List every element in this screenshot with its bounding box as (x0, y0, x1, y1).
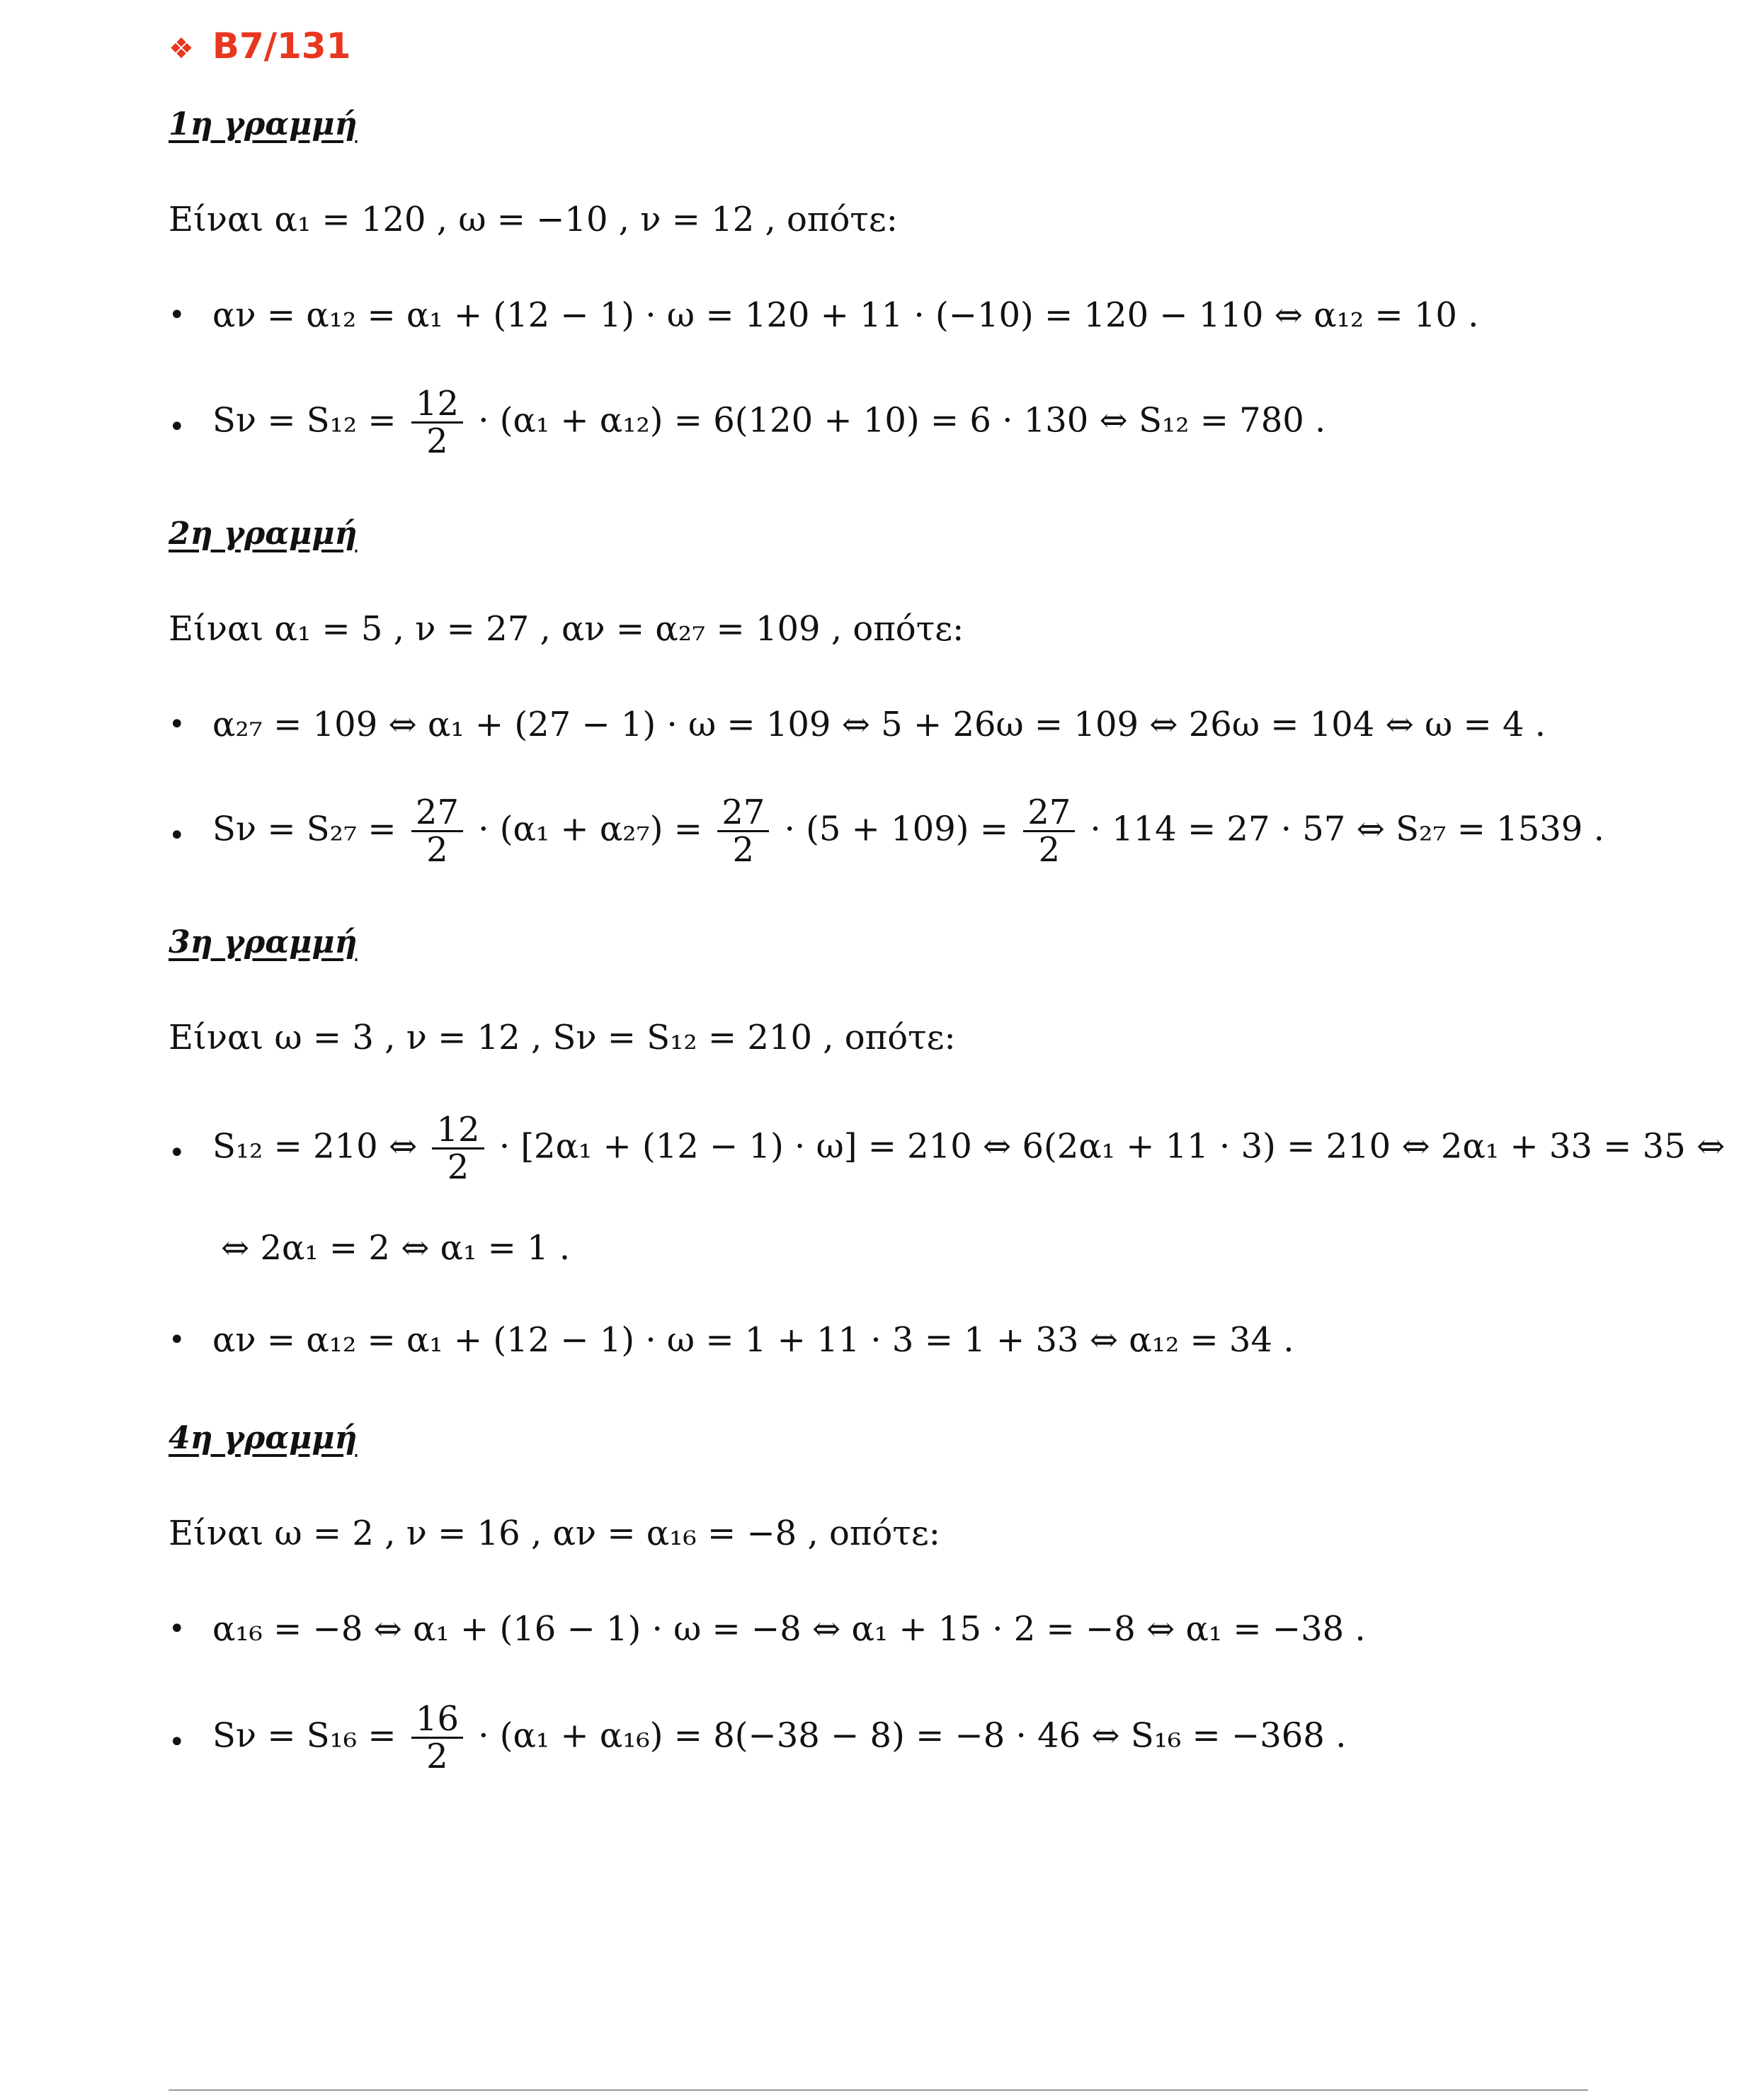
equation-rhs: · (α₁ + α₁₂) = 6(120 + 10) = 6 · 130 ⇔ S₁₂ = 780 . (478, 400, 1326, 441)
equation-row-4-b (212, 1701, 1346, 1775)
bullet-icon: • (169, 819, 186, 852)
bullet-icon: • (169, 1324, 186, 1356)
equation-row-3-a (212, 1112, 1725, 1186)
numerator: 12 (432, 1112, 484, 1150)
bullet-icon: • (169, 299, 186, 331)
heading-row-3: 3η γραμμή (169, 924, 358, 960)
intro-row-4: Είναι ω = 2 , ν = 16 , αν = α₁₆ = −8 , οπότε: (169, 1514, 940, 1553)
denominator: 2 (426, 830, 448, 870)
numerator: 16 (411, 1701, 463, 1739)
denominator: 2 (732, 830, 755, 870)
numerator: 27 (411, 795, 463, 832)
intro-row-2: Είναι α₁ = 5 , ν = 27 , αν = α₂₇ = 109 , οπότε: (169, 609, 964, 649)
denominator: 2 (1038, 830, 1061, 870)
footer-divider (169, 2089, 1588, 2091)
bullet-icon: • (169, 1613, 186, 1645)
fraction (411, 386, 463, 460)
equation-lhs: S₁₂ = 210 ⇔ (212, 1126, 418, 1167)
equation-row-4-a: α₁₆ = −8 ⇔ α₁ + (16 − 1) · ω = −8 ⇔ α₁ + 15 · 2 = −8 ⇔ α₁ = −38 . (212, 1609, 1366, 1649)
equation-lhs: Sν = S₁₂ = (212, 400, 397, 441)
equation-rhs: · (α₁ + α₁₆) = 8(−38 − 8) = −8 · 46 ⇔ S₁₆ = −368 . (478, 1715, 1347, 1756)
equation-rhs: · [2α₁ + (12 − 1) · ω] = 210 ⇔ 6(2α₁ + 11 · 3) = 210 ⇔ 2α₁ + 33 = 35 ⇔ (498, 1126, 1726, 1167)
fraction (717, 795, 769, 868)
heading-row-4: 4η γραμμή (169, 1420, 358, 1456)
heading-row-1: 1η γραμμή (169, 106, 358, 142)
fraction (411, 795, 463, 868)
denominator: 2 (426, 421, 448, 462)
equation-rhs: · 114 = 27 · 57 ⇔ S₂₇ = 1539 . (1090, 809, 1604, 849)
equation-row-3-b: αν = α₁₂ = α₁ + (12 − 1) · ω = 1 + 11 · 3 = 1 + 33 ⇔ α₁₂ = 34 . (212, 1320, 1294, 1360)
bullet-icon: • (169, 411, 186, 443)
equation-row-1-b (212, 386, 1325, 460)
equation-middle: · (α₁ + α₂₇) = (478, 809, 702, 849)
equation-row-1-a: αν = α₁₂ = α₁ + (12 − 1) · ω = 120 + 11 · (−10) = 120 − 110 ⇔ α₁₂ = 10 . (212, 295, 1479, 335)
equation-row-2-a: α₂₇ = 109 ⇔ α₁ + (27 − 1) · ω = 109 ⇔ 5 + 26ω = 109 ⇔ 26ω = 104 ⇔ ω = 4 . (212, 705, 1546, 744)
fraction (411, 1701, 463, 1775)
bullet-icon: • (169, 1726, 186, 1759)
bullet-icon: • (169, 708, 186, 741)
equation-row-2-b (212, 795, 1604, 868)
exercise-number: B7/131 (212, 25, 351, 67)
heading-row-2: 2η γραμμή (169, 516, 358, 552)
equation-lhs: Sν = S₁₆ = (212, 1715, 397, 1756)
numerator: 27 (1023, 795, 1075, 832)
numerator: 27 (717, 795, 769, 832)
diamond-icon: ❖ (169, 33, 194, 65)
numerator: 12 (411, 386, 463, 424)
equation-middle: · (5 + 109) = (784, 809, 1008, 849)
fraction (1023, 795, 1075, 868)
intro-row-3: Είναι ω = 3 , ν = 12 , Sν = S₁₂ = 210 , οπότε: (169, 1018, 956, 1057)
page-title (169, 25, 350, 67)
equation-lhs: Sν = S₂₇ = (212, 809, 397, 849)
denominator: 2 (447, 1147, 469, 1188)
bullet-icon: • (169, 1137, 186, 1169)
fraction (432, 1112, 484, 1186)
denominator: 2 (426, 1737, 448, 1777)
equation-row-3-continuation: ⇔ 2α₁ = 2 ⇔ α₁ = 1 . (221, 1228, 571, 1268)
intro-row-1: Είναι α₁ = 120 , ω = −10 , ν = 12 , οπότε: (169, 200, 898, 239)
